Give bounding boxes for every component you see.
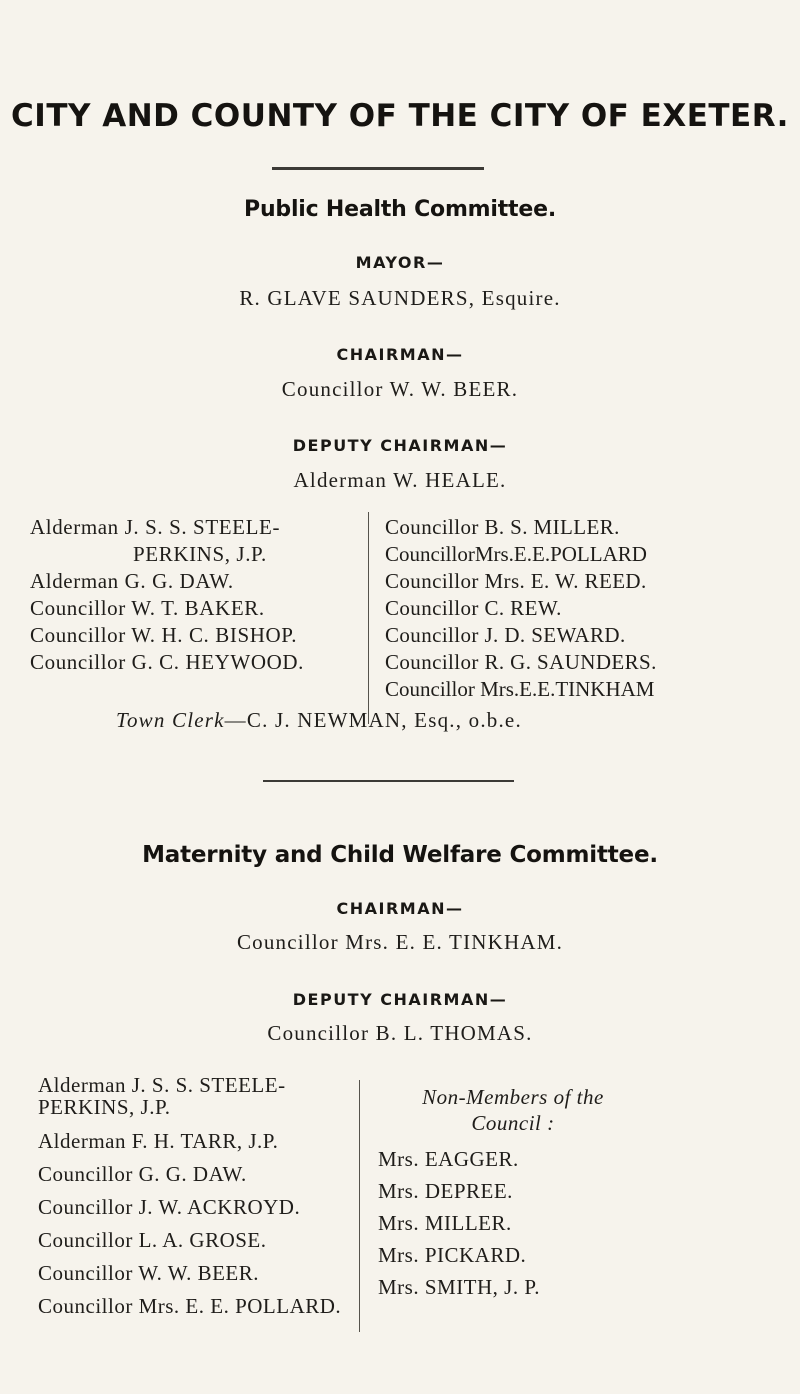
member: Councillor W. W. BEER. (38, 1261, 260, 1285)
member: Councillor G. C. HEYWOOD. (30, 650, 304, 674)
public-health-right-members (385, 514, 657, 703)
member: Councillor R. G. SAUNDERS. (385, 650, 657, 674)
member: Councillor J. D. SEWARD. (385, 623, 626, 647)
member: Councillor W. H. C. BISHOP. (30, 623, 298, 647)
member: Councillor W. T. BAKER. (30, 596, 265, 620)
town-clerk-name: —C. J. NEWMAN, Esq., o.b.e. (224, 708, 522, 732)
column-divider (368, 512, 369, 724)
member: Alderman G. G. DAW. (30, 569, 234, 593)
mayor-name: R. GLAVE SAUNDERS, Esquire. (239, 286, 561, 310)
member: Councillor L. A. GROSE. (38, 1228, 267, 1252)
maternity-chairman-label: CHAIRMAN— (336, 899, 464, 918)
member: Councillor Mrs. E. E. POLLARD. (38, 1294, 342, 1318)
section-divider (263, 780, 514, 782)
maternity-non-members (378, 1084, 648, 1306)
member: Councillor G. G. DAW. (38, 1162, 247, 1186)
maternity-deputy-name: Councillor B. L. THOMAS. (267, 1021, 533, 1045)
member: PERKINS, J.P. (38, 1095, 171, 1119)
maternity-left-members (38, 1074, 341, 1328)
deputy-chairman-label: DEPUTY CHAIRMAN— (292, 436, 508, 455)
non-member: Mrs. PICKARD. (378, 1243, 527, 1267)
member: Councillor Mrs. E. W. REED. (385, 569, 647, 593)
chairman-name: Councillor W. W. BEER. (281, 377, 519, 401)
non-member: Mrs. DEPREE. (378, 1179, 513, 1203)
public-health-left-members (30, 514, 304, 676)
maternity-chairman-name: Councillor Mrs. E. E. TINKHAM. (236, 930, 564, 954)
member: Councillor C. REW. (385, 596, 562, 620)
non-member: Mrs. EAGGER. (378, 1147, 519, 1171)
mayor-label: MAYOR— (355, 253, 445, 272)
town-clerk (116, 708, 522, 733)
member: Alderman F. H. TARR, J.P. (38, 1129, 279, 1153)
member: Councillor J. W. ACKROYD. (38, 1195, 301, 1219)
non-member: Mrs. SMITH, J. P. (378, 1275, 540, 1299)
member: Councillor Mrs.E.E.TINKHAM (385, 677, 655, 701)
member: Alderman J. S. S. STEELE- (30, 515, 281, 539)
column-divider (359, 1080, 360, 1332)
town-clerk-label: Town Clerk (116, 708, 225, 732)
non-members-heading: Non-Members of the (422, 1085, 604, 1109)
member: Councillor B. S. MILLER. (385, 515, 620, 539)
member: Alderman J. S. S. STEELE- (38, 1073, 286, 1097)
non-members-heading: Council : (471, 1111, 555, 1135)
public-health-heading: Public Health Committee. (244, 197, 556, 222)
member: CouncillorMrs.E.E.POLLARD (385, 542, 647, 566)
member: PERKINS, J.P. (133, 542, 267, 566)
document-title: CITY AND COUNTY OF THE CITY OF EXETER. (11, 98, 789, 134)
chairman-label: CHAIRMAN— (336, 345, 464, 364)
maternity-heading: Maternity and Child Welfare Committee. (142, 842, 658, 868)
maternity-deputy-label: DEPUTY CHAIRMAN— (292, 990, 508, 1009)
title-rule (272, 167, 484, 170)
deputy-chairman-name: Alderman W. HEALE. (293, 468, 507, 492)
non-member: Mrs. MILLER. (378, 1211, 512, 1235)
